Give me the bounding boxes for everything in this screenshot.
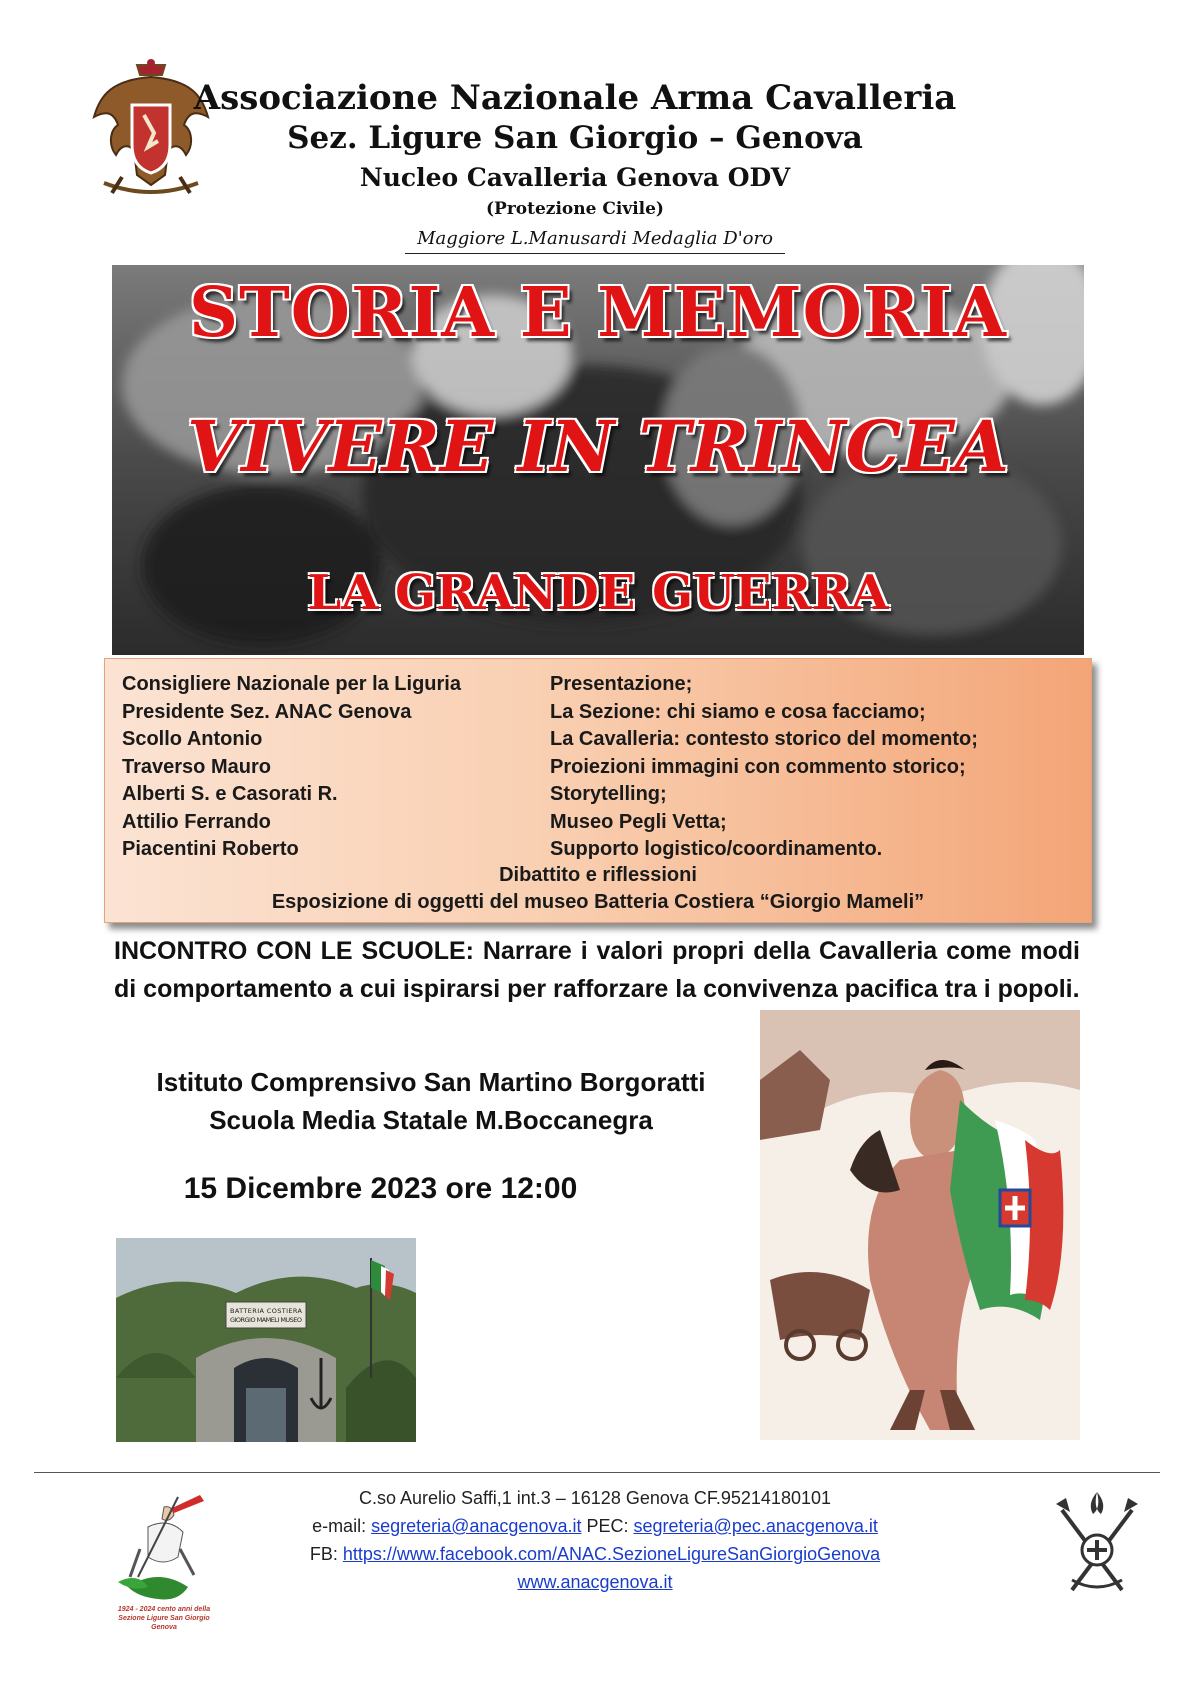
saint-george-logo <box>108 1487 220 1631</box>
cavalry-emblem-icon <box>1052 1490 1142 1600</box>
footer-web-line <box>250 1568 940 1596</box>
saint-george-dragon-icon <box>108 1487 220 1605</box>
topic-item: Presentazione; <box>550 673 693 695</box>
topic-item: Museo Pegli Vetta; <box>550 810 727 833</box>
fb-label: FB: <box>309 1544 343 1564</box>
footer-email-line <box>250 1512 940 1540</box>
topic-item: Supporto logistico/coordinamento. <box>550 838 883 860</box>
debate-line: Dibattito e riflessioni <box>499 864 697 886</box>
speaker-item: Traverso Mauro <box>122 755 271 778</box>
event-date: 15 Dicembre 2023 ore 12:00 <box>183 1172 578 1205</box>
topic-item: La Cavalleria: contesto storico del momento; <box>550 728 978 750</box>
intro-paragraph: INCONTRO CON LE SCUOLE: Narrare i valori propri della Cavalleria come modi di comportamento a cui ispirarsi per rafforzare la convivenza pacifica tra i popoli. <box>114 937 1080 1003</box>
school-middle: Scuola Media Statale M.Boccanegra <box>209 1105 653 1135</box>
school-institute: Istituto Comprensivo San Martino Borgoratti <box>156 1067 706 1097</box>
nucleus-name: Nucleo Cavalleria Genova ODV <box>359 163 791 192</box>
speakers-list <box>122 671 461 864</box>
section-name: Sez. Ligure San Giorgio – Genova <box>287 120 863 156</box>
speaker-item: Piacentini Roberto <box>122 838 299 860</box>
footer-contacts <box>250 1484 940 1596</box>
speaker-item: Alberti S. e Casorati R. <box>122 783 338 805</box>
topic-item: La Sezione: chi siamo e cosa facciamo; <box>550 700 926 723</box>
speaker-item: Consigliere Nazionale per la Liguria <box>122 673 461 695</box>
topic-item: Storytelling; <box>550 783 667 805</box>
topics-list <box>550 671 978 864</box>
footer-fb-line <box>250 1540 940 1568</box>
museum-entrance-photo <box>116 1238 416 1442</box>
speaker-item: Scollo Antonio <box>122 728 263 750</box>
pec-email-link[interactable]: segreteria@pec.anacgenova.it <box>633 1516 878 1536</box>
trench-photo-banner <box>112 265 1084 655</box>
civil-protection-label: (Protezione Civile) <box>486 199 664 219</box>
speaker-item: Presidente Sez. ANAC Genova <box>122 700 412 723</box>
speaker-item: Attilio Ferrando <box>122 810 271 833</box>
facebook-link[interactable]: https://www.facebook.com/ANAC.SezioneLigureSanGiorgioGenova <box>342 1544 881 1564</box>
dedication-line: Maggiore L.Manusardi Medaglia D'oro <box>405 228 785 254</box>
schools-block <box>118 1063 744 1139</box>
footer-divider <box>34 1472 1160 1473</box>
association-name: Associazione Nazionale Arma Cavalleria <box>193 78 957 118</box>
banner-title-grande-guerra: LA GRANDE GUERRA <box>307 565 889 621</box>
pec-label: PEC: <box>581 1516 634 1536</box>
website-link[interactable]: www.anacgenova.it <box>517 1572 673 1592</box>
program-box <box>104 658 1092 923</box>
footer-address: C.so Aurelio Saffi,1 int.3 – 16128 Genova CF.95214180101 <box>358 1488 831 1508</box>
anniversary-caption: 1924 - 2024 cento anni della Sezione Ligure San Giorgio Genova <box>117 1606 211 1631</box>
email-link[interactable]: segreteria@anacgenova.it <box>371 1516 582 1536</box>
banner-title-trincea: VIVERE IN TRINCEA <box>186 405 1010 488</box>
exhibition-line: Esposizione di oggetti del museo Batteria Costiera “Giorgio Mameli” <box>271 891 925 913</box>
svg-text:GIORGIO MAMELI MUSEO: GIORGIO MAMELI MUSEO <box>230 1316 302 1324</box>
soldier-with-flag-illustration <box>760 1010 1080 1440</box>
banner-title-storia: STORIA E MEMORIA <box>189 273 1007 353</box>
email-label: e-mail: <box>312 1516 372 1536</box>
museum-sign-text: BATTERIA COSTIERA <box>230 1307 302 1315</box>
topic-item: Proiezioni immagini con commento storico; <box>550 755 966 778</box>
